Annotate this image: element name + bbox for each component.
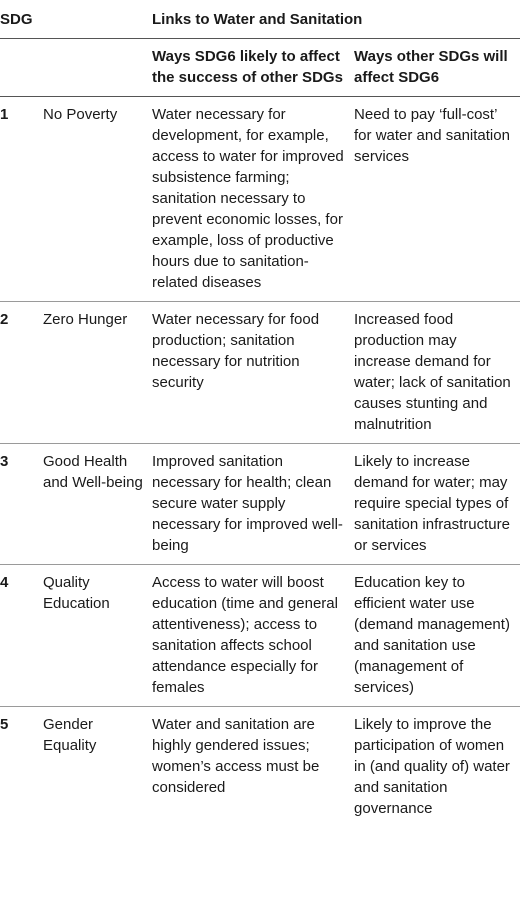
sdg6-effect-cell: Water necessary for development, for example, access to water for improved subsistence farming; sanitation necessary to prevent economic losses, for example, loss of productive hours due to sanitation-related diseases: [152, 97, 354, 302]
other-sdg-effect-cell: Education key to efficient water use (demand management) and sanitation use (management of services): [354, 565, 520, 707]
sdg-name: Zero Hunger: [43, 302, 152, 444]
subheader-empty: [0, 39, 152, 97]
sdg-number: 5: [0, 716, 9, 733]
sdg-name: Gender Equality: [43, 716, 97, 754]
sdg-name: No Poverty: [43, 97, 152, 302]
table-row: [0, 444, 520, 565]
other-sdg-effect-cell: Increased food production may increase demand for water; lack of sanitation causes stunting and malnutrition: [354, 302, 520, 444]
sdg6-effect-cell: Water necessary for food production; sanitation necessary for nutrition security: [152, 302, 354, 444]
sdg-number: 1: [0, 97, 43, 302]
subheader-other-sdgs-effects: Ways other SDGs will affect SDG6: [354, 39, 520, 97]
other-sdg-effect-cell: Need to pay ‘full-cost’ for water and sanitation services: [354, 97, 520, 302]
sdg6-effect-cell: Water and sanitation are highly gendered issues; women’s access must be considered: [152, 716, 320, 796]
header-sdg: SDG: [0, 0, 152, 39]
sdg-name: Good Health and Well-being: [43, 444, 152, 565]
other-sdg-effect-cell: Likely to increase demand for water; may require special types of sanitation infrastructure or services: [354, 444, 520, 565]
table-header-row: [0, 0, 520, 39]
table-row: [0, 707, 520, 828]
sdg-number: 4: [0, 565, 43, 707]
sdg6-effect-cell: Improved sanitation necessary for health; clean secure water supply necessary for improved well-being: [152, 444, 354, 565]
table-row: [0, 565, 520, 707]
sdg-name: Quality Education: [43, 565, 152, 707]
sdg-number: 2: [0, 302, 43, 444]
header-links: Links to Water and Sanitation: [152, 0, 520, 39]
table-row: [0, 302, 520, 444]
table-subheader-row: [0, 39, 520, 97]
sdg6-effect-cell: Access to water will boost education (time and general attentiveness); access to sanitation affects school attendance especially for females: [152, 565, 354, 707]
subheader-sdg6-effects: Ways SDG6 likely to affect the success of other SDGs: [152, 39, 354, 97]
table-row: [0, 97, 520, 302]
sdg-number: 3: [0, 444, 43, 565]
other-sdg-effect-cell: Likely to improve the participation of women in (and quality of) water and sanitation governance: [354, 716, 510, 817]
